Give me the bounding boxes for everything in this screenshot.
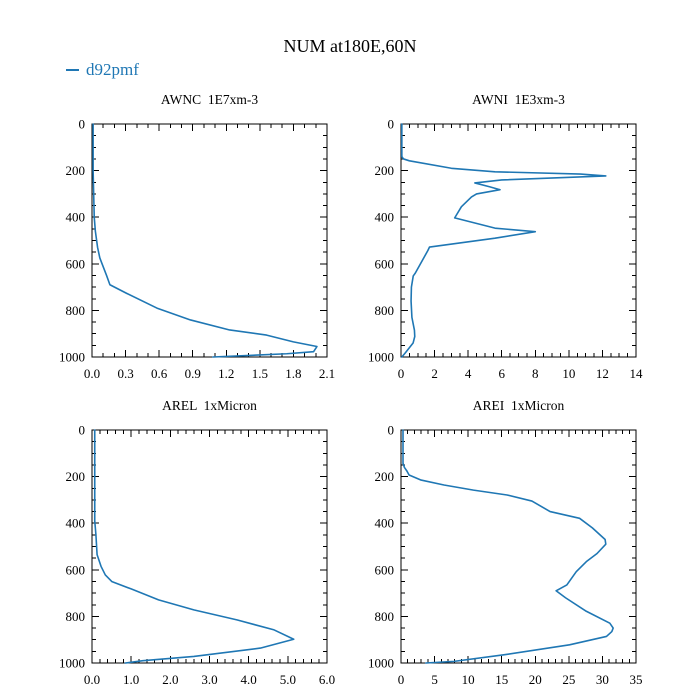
x-tick-label: 10	[562, 366, 576, 381]
y-tick-label: 1000	[368, 655, 394, 671]
arel-plot	[20, 424, 343, 699]
x-tick-label: 0.3	[117, 366, 134, 381]
x-tick-label: 4	[464, 366, 472, 381]
y-tick-label: 1000	[368, 349, 394, 365]
chart-title-awni: AWNI 1E3xm-3	[472, 92, 565, 107]
y-tick-label: 800	[65, 608, 85, 624]
data-line-d92pmf	[95, 430, 294, 663]
y-tick-label: 0	[78, 422, 85, 438]
y-tick-label: 400	[65, 209, 85, 225]
x-tick-label: 2.0	[162, 672, 179, 687]
x-tick-label: 6.0	[318, 672, 336, 687]
chart-title-arei: AREI 1xMicron	[472, 398, 565, 413]
figure-title: NUM at180E,60N	[283, 36, 417, 56]
y-tick-label: 1000	[59, 349, 85, 365]
x-tick-label: 10	[461, 672, 475, 687]
x-tick-label: 1.5	[251, 366, 268, 381]
y-tick-label: 200	[374, 163, 394, 179]
x-tick-label: 0.9	[184, 366, 201, 381]
x-tick-label: 1.2	[218, 366, 235, 381]
legend-line-sample	[66, 69, 79, 71]
awnc-plot	[20, 118, 343, 393]
x-tick-label: 5	[431, 672, 438, 687]
y-tick-label: 800	[374, 608, 394, 624]
y-tick-label: 0	[387, 116, 394, 132]
legend	[66, 60, 139, 80]
y-tick-label: 600	[65, 256, 85, 272]
x-tick-label: 0.0	[83, 366, 101, 381]
x-tick-label: 14	[629, 366, 643, 381]
x-tick-label: 1.8	[285, 366, 302, 381]
y-tick-label: 0	[78, 116, 85, 132]
x-tick-label: 0.6	[151, 366, 168, 381]
x-tick-label: 2	[431, 366, 438, 381]
y-tick-label: 800	[65, 302, 85, 318]
x-tick-label: 0	[397, 366, 405, 381]
x-tick-label: 30	[595, 672, 609, 687]
y-tick-label: 400	[65, 515, 85, 531]
x-tick-label: 5.0	[279, 672, 296, 687]
y-tick-label: 600	[374, 256, 394, 272]
y-tick-label: 1000	[59, 655, 85, 671]
awni-plot	[329, 118, 652, 393]
x-tick-label: 4.0	[240, 672, 257, 687]
x-tick-label: 6	[498, 366, 505, 381]
y-tick-label: 200	[65, 163, 85, 179]
plot-frame	[401, 124, 636, 357]
data-line-d92pmf	[403, 430, 613, 663]
x-tick-label: 35	[629, 672, 643, 687]
plot-frame	[401, 430, 636, 663]
arei-plot	[329, 424, 652, 699]
y-tick-label: 600	[374, 562, 394, 578]
plot-frame	[92, 430, 327, 663]
y-tick-label: 400	[374, 209, 394, 225]
data-line-d92pmf	[93, 124, 317, 357]
x-tick-label: 15	[495, 672, 509, 687]
y-tick-label: 400	[374, 515, 394, 531]
data-line-d92pmf	[402, 124, 606, 357]
x-tick-label: 0.0	[83, 672, 101, 687]
x-tick-label: 20	[528, 672, 542, 687]
legend-label: d92pmf	[86, 60, 139, 79]
chart-title-arel: AREL 1xMicron	[162, 398, 257, 413]
plot-frame	[92, 124, 327, 357]
x-tick-label: 3.0	[201, 672, 218, 687]
x-tick-label: 12	[595, 366, 609, 381]
x-tick-label: 0	[397, 672, 405, 687]
y-tick-label: 600	[65, 562, 85, 578]
chart-title-awnc: AWNC 1E7xm-3	[160, 92, 259, 107]
y-tick-label: 0	[387, 422, 394, 438]
x-tick-label: 2.1	[318, 366, 336, 381]
y-tick-label: 200	[65, 469, 85, 485]
x-tick-label: 8	[532, 366, 539, 381]
y-tick-label: 200	[374, 469, 394, 485]
y-tick-label: 800	[374, 302, 394, 318]
x-tick-label: 1.0	[123, 672, 140, 687]
x-tick-label: 25	[562, 672, 576, 687]
